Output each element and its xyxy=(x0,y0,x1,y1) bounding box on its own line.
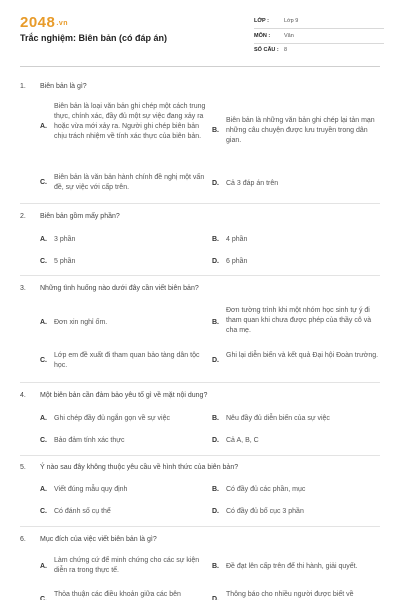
option-letter: C. xyxy=(40,596,47,600)
option-letter: B. xyxy=(212,236,219,243)
option-text: Ghi chép đầy đủ ngắn gọn về sự việc xyxy=(54,415,170,422)
option-letter: B. xyxy=(212,486,219,493)
page-title: Trắc nghiệm: Biên bản (có đáp án) xyxy=(20,33,168,43)
question-number: 6. xyxy=(20,536,26,543)
site-logo[interactable] xyxy=(20,14,68,31)
meta-subject-value: Văn xyxy=(284,33,294,39)
question-text: Những tình huống nào dưới đây cần viết biên bản? xyxy=(40,285,199,292)
option-text: Nêu đầy đủ diễn biến của sự việc xyxy=(226,415,330,422)
question-1 xyxy=(20,82,380,202)
option-text: Đề đạt lên cấp trên để thi hành, giải quyết. xyxy=(226,563,358,570)
option-letter: A. xyxy=(40,236,47,243)
question-3 xyxy=(20,284,380,374)
option-text: Biên bản là văn bản hành chính đề nghị một vấn đề, sự việc với cấp trên. xyxy=(54,174,205,191)
meta-class-label: LỚP : xyxy=(254,18,269,24)
option-text: Viết đúng mẫu quy định xyxy=(54,486,128,493)
divider xyxy=(20,275,380,276)
option-letter: C. xyxy=(40,357,47,364)
divider xyxy=(254,43,384,44)
question-text: Biên bản là gì? xyxy=(40,83,87,90)
divider xyxy=(20,203,380,204)
logo-text[interactable]: 2048 xyxy=(20,14,56,31)
option-letter: B. xyxy=(212,415,219,422)
question-text: Mục đích của việc viết biên bản là gì? xyxy=(40,536,157,543)
option-letter: A. xyxy=(40,486,47,493)
question-number: 1. xyxy=(20,83,26,90)
question-number: 2. xyxy=(20,213,26,220)
option-text: Ghi lại diễn biến và kết quả Đại hội Đoàn trường. xyxy=(226,352,379,359)
meta-subject-label: MÔN : xyxy=(254,33,271,39)
option-text: Đơn xin nghỉ ốm. xyxy=(54,319,108,326)
option-letter: D. xyxy=(212,180,219,187)
option-text: Lớp em đề xuất đi tham quan bảo tàng dân tộc học. xyxy=(54,352,200,369)
divider xyxy=(20,382,380,383)
option-letter: B. xyxy=(212,319,219,326)
option-letter: A. xyxy=(40,319,47,326)
option-text: 3 phần xyxy=(54,236,76,243)
option-letter: B. xyxy=(212,563,219,570)
option-text: Đơn tường trình khi một nhóm học sinh tự ý đi tham quan khi chưa được phép của thầy cô và cha mẹ. xyxy=(226,307,372,334)
option-text: Thông báo cho nhiều người được biết về xyxy=(226,591,354,598)
option-letter: C. xyxy=(40,437,47,444)
option-text: Có đánh số cụ thể xyxy=(54,508,111,515)
option-letter: C. xyxy=(40,508,47,515)
question-number: 3. xyxy=(20,285,26,292)
option-letter: D. xyxy=(212,357,219,364)
option-letter: D. xyxy=(212,508,219,515)
divider xyxy=(254,28,384,29)
question-2 xyxy=(20,212,380,272)
meta-count-value: 8 xyxy=(284,47,288,53)
option-letter: A. xyxy=(40,563,47,570)
option-text: 5 phần xyxy=(54,258,76,265)
meta-class-value: Lớp 9 xyxy=(284,18,299,24)
divider xyxy=(20,455,380,456)
option-letter: B. xyxy=(212,127,219,134)
option-letter: A. xyxy=(40,123,47,130)
option-text: Có đầy đủ các phần, mục xyxy=(226,486,306,493)
option-text: Cả A, B, C xyxy=(226,437,259,444)
option-letter: C. xyxy=(40,179,47,186)
option-letter: D. xyxy=(212,596,219,600)
page-header xyxy=(0,0,400,62)
option-text: Làm chứng cứ để minh chứng cho các sự kiện diễn ra trong thực tế. xyxy=(54,557,200,574)
option-text: Cả 3 đáp án trên xyxy=(226,180,279,187)
option-text: Biên bản là những văn bản ghi chép lại tản mạn những câu chuyện được lưu truyền trong dân gian. xyxy=(226,117,375,144)
option-letter: D. xyxy=(212,258,219,265)
question-6 xyxy=(20,535,380,600)
question-number: 4. xyxy=(20,392,26,399)
question-text: Biên bản gồm mấy phần? xyxy=(40,213,120,220)
divider xyxy=(20,526,380,527)
option-text: 6 phần xyxy=(226,258,248,265)
question-5 xyxy=(20,463,380,523)
question-number: 5. xyxy=(20,464,26,471)
question-text: Ý nào sau đây không thuộc yêu cầu về hình thức của biên bản? xyxy=(40,464,239,471)
header-divider xyxy=(20,66,380,67)
option-letter: D. xyxy=(212,437,219,444)
meta-count-label: SỐ CÂU : xyxy=(254,47,279,53)
option-text: Có đầy đủ bố cục 3 phần xyxy=(226,508,304,515)
question-text: Một biên bản cần đảm bảo yêu tố gì về mặt nội dung? xyxy=(40,392,208,399)
option-letter: C. xyxy=(40,258,47,265)
question-4 xyxy=(20,391,380,451)
logo-domain[interactable]: .vn xyxy=(56,19,68,27)
option-text: Bảo đảm tính xác thực xyxy=(54,437,125,444)
option-text: 4 phần xyxy=(226,236,248,243)
option-text: Biên bản là loại văn bản ghi chép một cách trung thực, chính xác, đầy đủ một sự việc đang xảy ra hoặc vừa mới xảy ra. Người ghi chép biên bản chịu trách nhiệm về tính xác thực của biên bản. xyxy=(54,103,206,140)
option-text: Thỏa thuận các điều khoản giữa các bên xyxy=(54,591,181,598)
option-letter: A. xyxy=(40,415,47,422)
